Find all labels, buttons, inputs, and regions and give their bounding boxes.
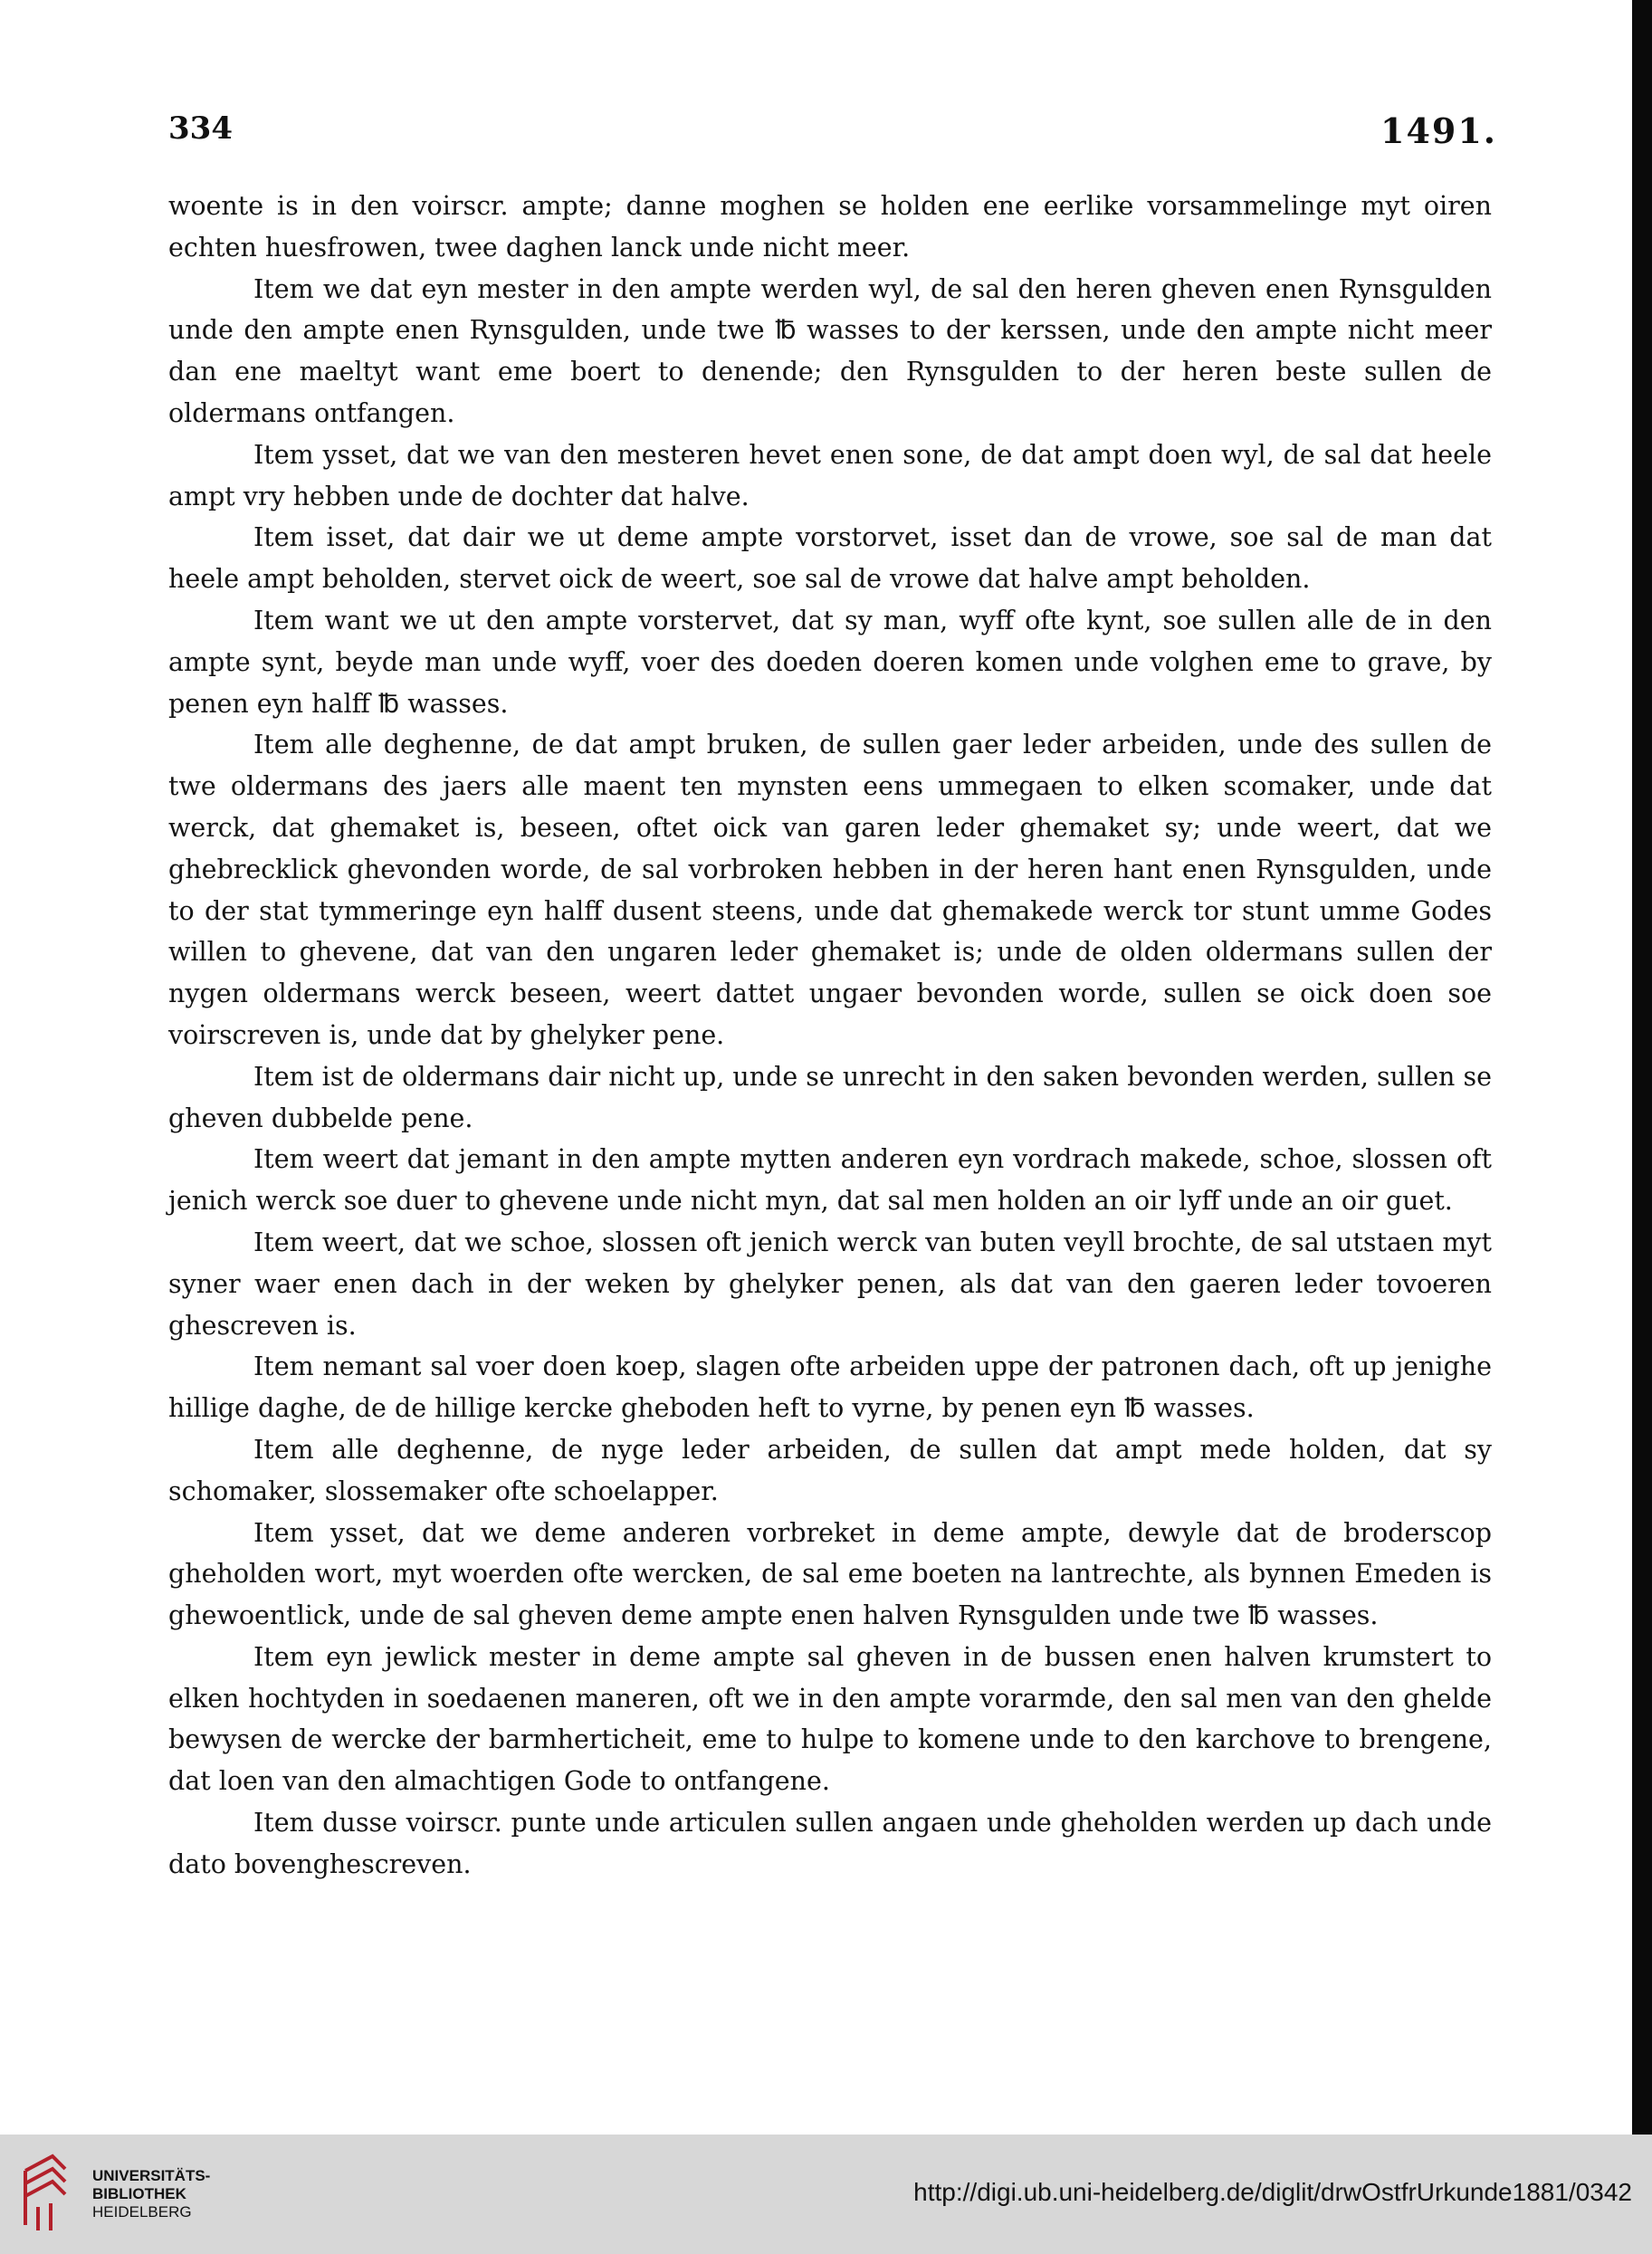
document-body [168,186,1492,1886]
page-year: 1491. [1380,110,1497,151]
paragraph: Item eyn jewlick mester in deme ampte sal gheven in de bussen enen halven krumstert to elken hochtyden in soedaenen maneren, oft we in den ampte vorarmde, den sal men van den ghelde bewysen de wercke der barmherticheit, eme to hulpe to komene unde to den karchove to brengene, dat loen van den almachtigen Gode to ontfangene. [168,1641,1492,1797]
library-line: UNIVERSITÄTS- [92,2167,211,2184]
library-logo-icon [18,2153,72,2234]
paragraph: Item isset, dat dair we ut deme ampte vorstorvet, isset dan de vrowe, soe sal de man dat heele ampt beholden, stervet oick de weert, soe sal de vrowe dat halve ampt beholden. [168,522,1492,595]
viewer-footer [0,2135,1652,2254]
paragraph: Item nemant sal voer doen koep, slagen ofte arbeiden uppe der patronen dach, oft up jenighe hillige daghe, de de hillige kercke gheboden heft to vyrne, by penen eyn ℔ wasses. [168,1351,1492,1424]
scan-edge-shadow [1632,0,1652,2135]
paragraph: Item weert dat jemant in den ampte mytten anderen eyn vordrach makede, schoe, slossen oft jenich werck soe duer to ghevene unde nicht myn, dat sal men holden an oir lyff unde an oir guet. [168,1144,1492,1217]
paragraph: Item alle deghenne, de nyge leder arbeiden, de sullen dat ampt mede holden, dat sy schomaker, slossemaker ofte schoelapper. [168,1434,1492,1506]
paragraph: Item ist de oldermans dair nicht up, unde se unrecht in den saken bevonden werden, sullen se gheven dubbelde pene. [168,1061,1492,1133]
paragraph: Item weert, dat we schoe, slossen oft jenich werck van buten veyll brochte, de sal utstaen myt syner waer enen dach in der weken by ghelyker penen, als dat van den gaeren leder tovoeren ghescreven is. [168,1227,1492,1341]
paragraph: Item alle deghenne, de dat ampt bruken, de sullen gaer leder arbeiden, unde des sullen de twe oldermans des jaers alle maent ten mynsten eens ummegaen to elken scomaker, unde dat werck, dat ghemaket is, beseen, oftet oick van garen leder ghemaket sy; unde weert, dat we ghebrecklick ghevonden worde, de sal vorbroken hebben in der heren hant enen Rynsgulden, unde to der stat tymmeringe eyn halff dusent steens, unde dat ghemakede werck tor stunt umme Godes willen to ghevene, dat van den ungaren leder ghemaket is; unde de olden oldermans sullen der nygen oldermans werck beseen, weert dattet ungaer bevonden worde, sullen se oick doen soe voirscreven is, unde dat by ghelyker pene. [168,730,1492,1050]
paragraph: Item we dat eyn mester in den ampte werden wyl, de sal den heren gheven enen Rynsgulden unde den ampte enen Rynsgulden, unde twe ℔ wasses to der kerssen, unde den ampte nicht meer dan ene maeltyt want eme boert to denende; den Rynsgulden to der heren beste sullen de oldermans ontfangen. [168,273,1492,428]
paragraph: Item ysset, dat we van den mesteren hevet enen sone, de dat ampt doen wyl, de sal dat heele ampt vry hebben unde de dochter dat halve. [168,439,1492,511]
library-line: BIBLIOTHEK [92,2185,186,2202]
paragraph: Item want we ut den ampte vorstervet, dat sy man, wyff ofte kynt, soe sullen alle de in den ampte synt, beyde man unde wyff, voer des doeden doeren komen unde volghen eme to grave, by penen eyn halff ℔ wasses. [168,605,1492,719]
paragraph: Item ysset, dat we deme anderen vorbreket in deme ampte, dewyle dat de broderscop gheholden wort, myt woerden ofte wercken, de sal eme boeten na lantrechte, als bynnen Emeden is ghewoentlick, unde de sal gheven deme ampte enen halven Rynsgulden unde twe ℔ wasses. [168,1517,1492,1631]
page-header [168,110,1497,156]
paragraph: Item dusse voirscr. punte unde articulen sullen angaen unde gheholden werden up dach unde dato bovenghescreven. [168,1808,1492,1879]
permalink-url[interactable]: http://digi.ub.uni-heidelberg.de/diglit/drwOstfrUrkunde1881/0342 [913,2178,1632,2206]
library-name [92,2167,210,2221]
paragraph: woente is in den voirscr. ampte; danne moghen se holden ene eerlike vorsammelinge myt oiren echten huesfrowen, twee daghen lanck unde nicht meer. [168,191,1492,263]
page-number: 334 [168,110,233,147]
library-line: HEIDELBERG [92,2203,192,2221]
